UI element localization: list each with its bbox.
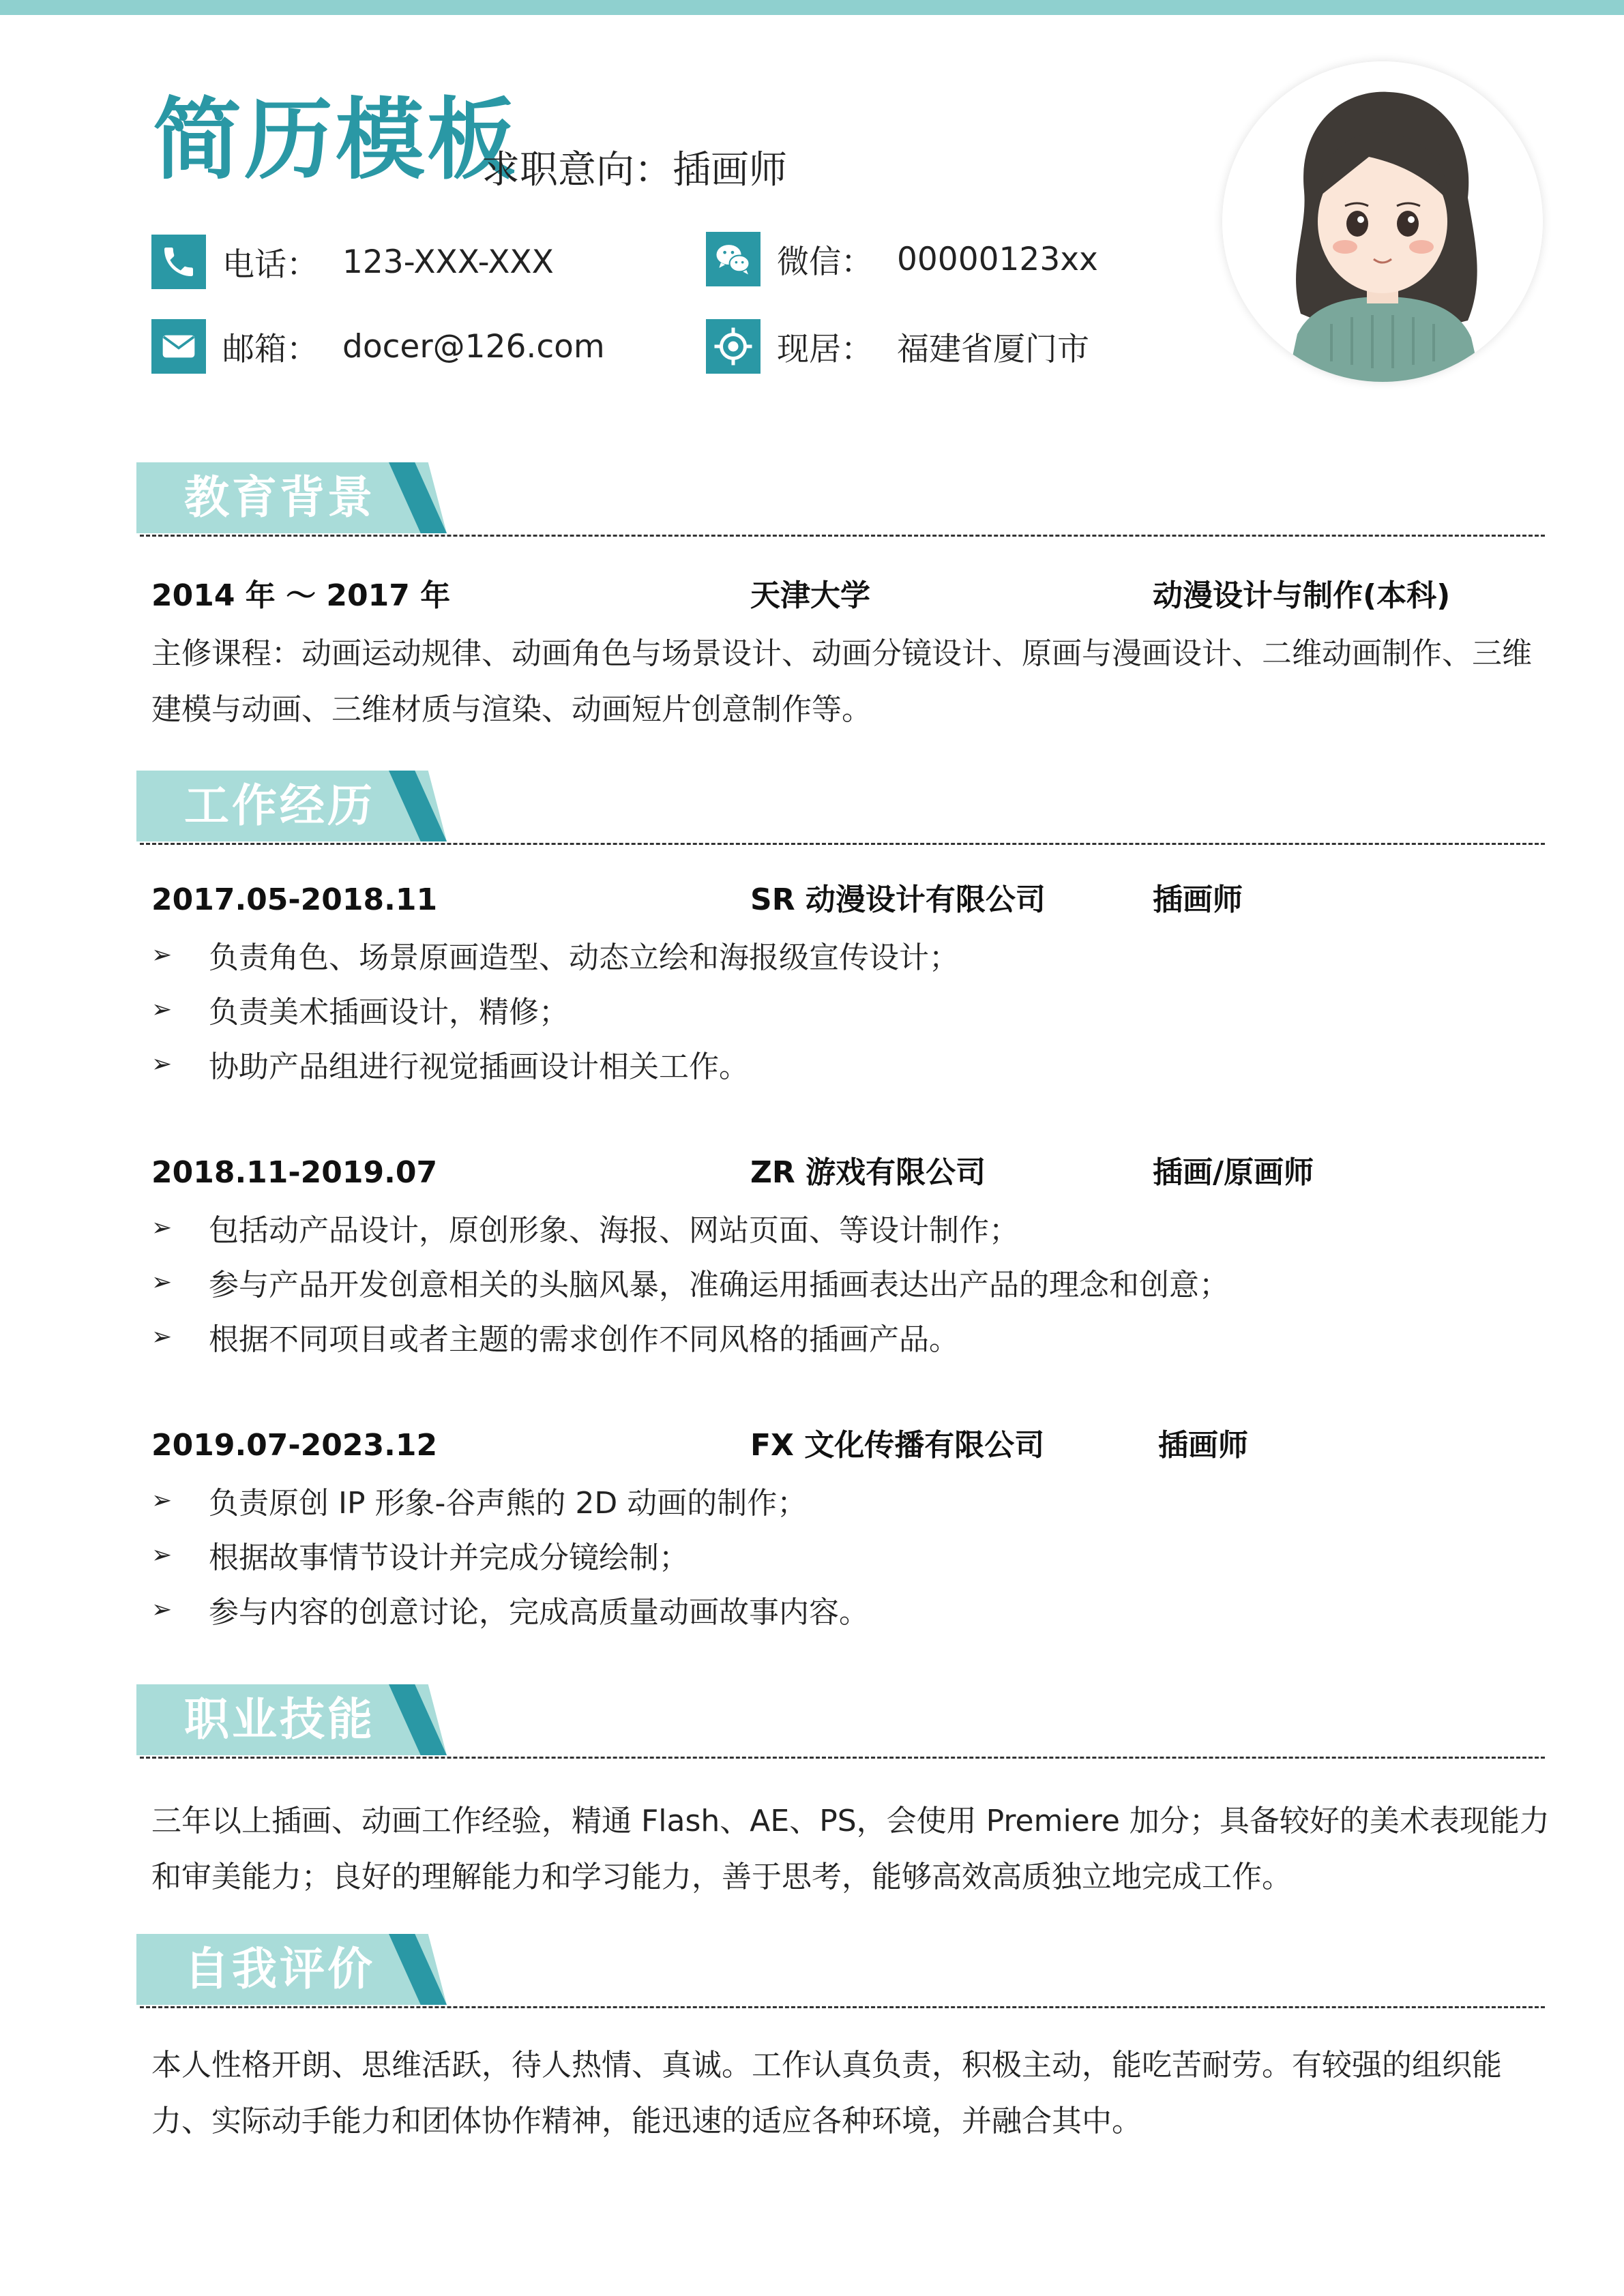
section-header-self-eval [136, 1934, 447, 2005]
education-courses: 主修课程：动画运动规律、动画角色与场景设计、动画分镜设计、原画与漫画设计、二维动画制作、三维建模与动画、三维材质与渲染、动画短片创意制作等。 [151, 636, 1532, 727]
job-2-company: ZR 游戏有限公司 [750, 1155, 986, 1190]
avatar-illustration [1222, 61, 1543, 382]
skills-text: 三年以上插画、动画工作经验，精通 Flash、AE、PS，会使用 Premiere 加分；具备较好的美术表现能力和审美能力；良好的理解能力和学习能力，善于思考，能够高效高质独立地完成工作。 [151, 1804, 1550, 1894]
divider-work [140, 843, 1545, 845]
divider-education [140, 535, 1545, 537]
contact-wechat [706, 232, 1098, 286]
bullet-arrow-icon: ➢ [151, 1322, 173, 1351]
list-item: ➢ 根据故事情节设计并完成分镜绘制； [151, 1540, 689, 1575]
list-item: ➢ 负责美术插画设计，精修； [151, 995, 569, 1030]
education-major: 动漫设计与制作(本科) [1153, 578, 1451, 613]
bullet-arrow-icon: ➢ [151, 1268, 173, 1296]
job-3-duties [151, 1473, 869, 1637]
location-icon [706, 319, 761, 374]
contact-location [706, 319, 1089, 374]
divider-self-eval [140, 2006, 1545, 2008]
job-1-company: SR 动漫设计有限公司 [750, 882, 1046, 917]
section-title-skills: 职业技能 [184, 1693, 375, 1746]
wechat-icon [706, 232, 761, 286]
top-accent-bar [0, 0, 1624, 15]
mail-icon [151, 319, 206, 374]
list-item: ➢ 参与产品开发创意相关的头脑风暴，准确运用插画表达出产品的理念和创意； [151, 1268, 1229, 1302]
list-item: ➢ 根据不同项目或者主题的需求创作不同风格的插画产品。 [151, 1322, 959, 1357]
section-title-self-eval: 自我评价 [184, 1943, 375, 1995]
email-value: docer@126.com [342, 327, 605, 366]
section-header-skills [136, 1684, 447, 1755]
education-school: 天津大学 [750, 578, 870, 613]
phone-icon [151, 235, 206, 289]
phone-value: 123-XXX-XXX [342, 243, 554, 281]
phone-label: 电话： [222, 245, 319, 284]
list-item: ➢ 协助产品组进行视觉插画设计相关工作。 [151, 1049, 749, 1084]
bullet-arrow-icon: ➢ [151, 995, 173, 1024]
self-eval-text: 本人性格开朗、思维活跃，待人热情、真诚。工作认真负责，积极主动，能吃苦耐劳。有较强的组织能力、实际动手能力和团体协作精神，能迅速的适应各种环境，并融合其中。 [151, 2048, 1502, 2138]
resume-title: 简历模板 [153, 88, 519, 192]
job-intent: 求职意向：插画师 [482, 148, 787, 192]
list-item: ➢ 参与内容的创意讨论，完成高质量动画故事内容。 [151, 1595, 869, 1630]
job-3-company: FX 文化传播有限公司 [750, 1428, 1045, 1463]
education-period: 2014 年 ～ 2017 年 [151, 578, 451, 613]
divider-skills [140, 1757, 1545, 1759]
email-label: 邮箱： [222, 330, 319, 368]
bullet-arrow-icon: ➢ [151, 1486, 173, 1515]
job-2-role: 插画/原画师 [1153, 1155, 1314, 1190]
job-1-duties [151, 927, 959, 1091]
list-item: ➢ 负责角色、场景原画造型、动态立绘和海报级宣传设计； [151, 940, 959, 975]
location-label: 现居： [777, 330, 873, 368]
list-item: ➢ 负责原创 IP 形象-谷声熊的 2D 动画的制作； [151, 1486, 808, 1521]
bullet-arrow-icon: ➢ [151, 1540, 173, 1569]
section-header-education [136, 462, 447, 533]
job-3-role: 插画师 [1158, 1428, 1248, 1463]
section-title-education: 教育背景 [184, 471, 375, 524]
job-2-duties [151, 1200, 1229, 1364]
bullet-arrow-icon: ➢ [151, 940, 173, 969]
job-1-role: 插画师 [1153, 882, 1243, 917]
job-2-period: 2018.11-2019.07 [151, 1155, 438, 1190]
job-1-period: 2017.05-2018.11 [151, 882, 438, 917]
wechat-label: 微信： [777, 243, 873, 281]
list-item: ➢ 包括动产品设计，原创形象、海报、网站页面、等设计制作； [151, 1213, 1019, 1248]
bullet-arrow-icon: ➢ [151, 1049, 173, 1078]
job-3-period: 2019.07-2023.12 [151, 1428, 438, 1463]
avatar [1222, 61, 1543, 382]
section-title-work: 工作经历 [184, 779, 375, 832]
wechat-value: 00000123xx [897, 240, 1098, 278]
contact-phone [151, 235, 554, 289]
section-header-work [136, 771, 447, 841]
bullet-arrow-icon: ➢ [151, 1595, 173, 1624]
location-value: 福建省厦门市 [897, 330, 1089, 368]
contact-email [151, 319, 605, 374]
bullet-arrow-icon: ➢ [151, 1213, 173, 1242]
